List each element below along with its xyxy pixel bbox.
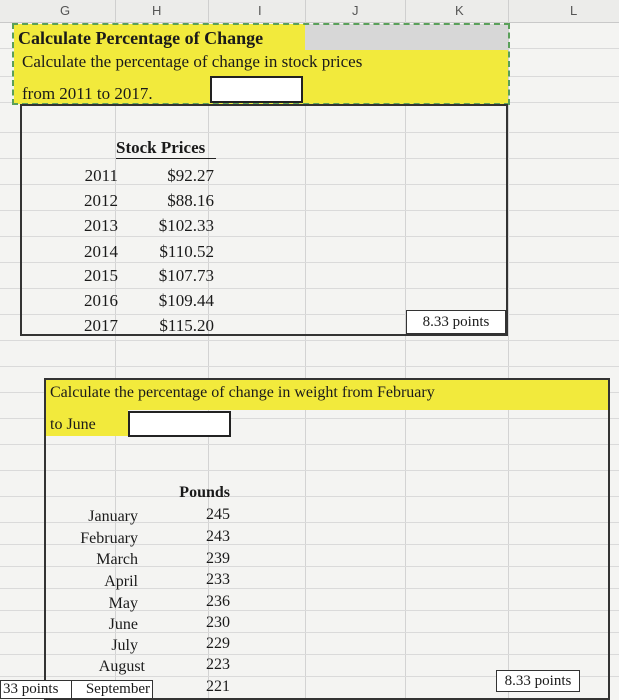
month-july: July <box>111 637 138 654</box>
price-2013: $102.33 <box>158 216 214 235</box>
problem-1-points-badge: 8.33 points <box>406 310 506 334</box>
pounds-april: 233 <box>206 571 230 588</box>
column-header-i[interactable]: I <box>258 3 262 18</box>
month-august: August <box>98 658 145 675</box>
column-header-j[interactable]: J <box>352 3 359 18</box>
column-header-l[interactable]: L <box>570 3 578 18</box>
price-2015: $107.73 <box>158 266 214 285</box>
pounds-header: Pounds <box>179 484 230 501</box>
month-january: January <box>88 508 138 525</box>
year-2014: 2014 <box>84 242 118 261</box>
problem-1-prompt-line2: from 2011 to 2017. <box>22 84 153 103</box>
pounds-may: 236 <box>206 593 230 610</box>
pounds-february: 243 <box>206 528 230 545</box>
price-2017: $115.20 <box>159 316 214 335</box>
problem-1-title: Calculate Percentage of Change <box>18 28 264 48</box>
pounds-march: 239 <box>206 550 230 567</box>
year-2012: 2012 <box>84 191 118 210</box>
price-2014: $110.52 <box>159 242 214 261</box>
problem-1-prompt-line1: Calculate the percentage of change in stock prices <box>22 52 363 71</box>
year-2015: 2015 <box>84 266 118 285</box>
column-header-k[interactable]: K <box>455 3 464 18</box>
column-header-g[interactable]: G <box>60 3 71 18</box>
column-header-row <box>0 0 619 23</box>
left-points-badge: 33 points <box>0 680 72 699</box>
month-june: June <box>108 616 138 633</box>
price-2016: $109.44 <box>158 291 214 310</box>
pounds-january: 245 <box>206 506 230 523</box>
pounds-august: 223 <box>206 656 230 673</box>
problem-2-answer-input[interactable] <box>128 411 231 437</box>
month-march: March <box>96 551 138 568</box>
month-may: May <box>108 595 138 612</box>
column-header-h[interactable]: H <box>152 3 162 18</box>
problem-2-prompt-line1: Calculate the percentage of change in weight from February <box>50 384 435 401</box>
price-2011: $92.27 <box>167 166 214 185</box>
pounds-september: 221 <box>206 678 230 695</box>
pounds-july: 229 <box>206 635 230 652</box>
year-2017: 2017 <box>84 316 118 335</box>
month-february: February <box>80 530 138 547</box>
year-2016: 2016 <box>84 291 118 310</box>
problem-1-answer-input[interactable] <box>210 76 303 103</box>
stock-prices-header: Stock Prices <box>116 138 216 159</box>
price-2012: $88.16 <box>167 191 214 210</box>
year-2013: 2013 <box>84 216 118 235</box>
year-2011: 2011 <box>84 166 118 185</box>
problem-2-prompt-line2: to June <box>50 416 96 433</box>
pounds-june: 230 <box>206 614 230 631</box>
problem-2-points-badge: 8.33 points <box>496 670 580 692</box>
month-september: September <box>67 680 153 699</box>
month-april: April <box>104 573 138 590</box>
